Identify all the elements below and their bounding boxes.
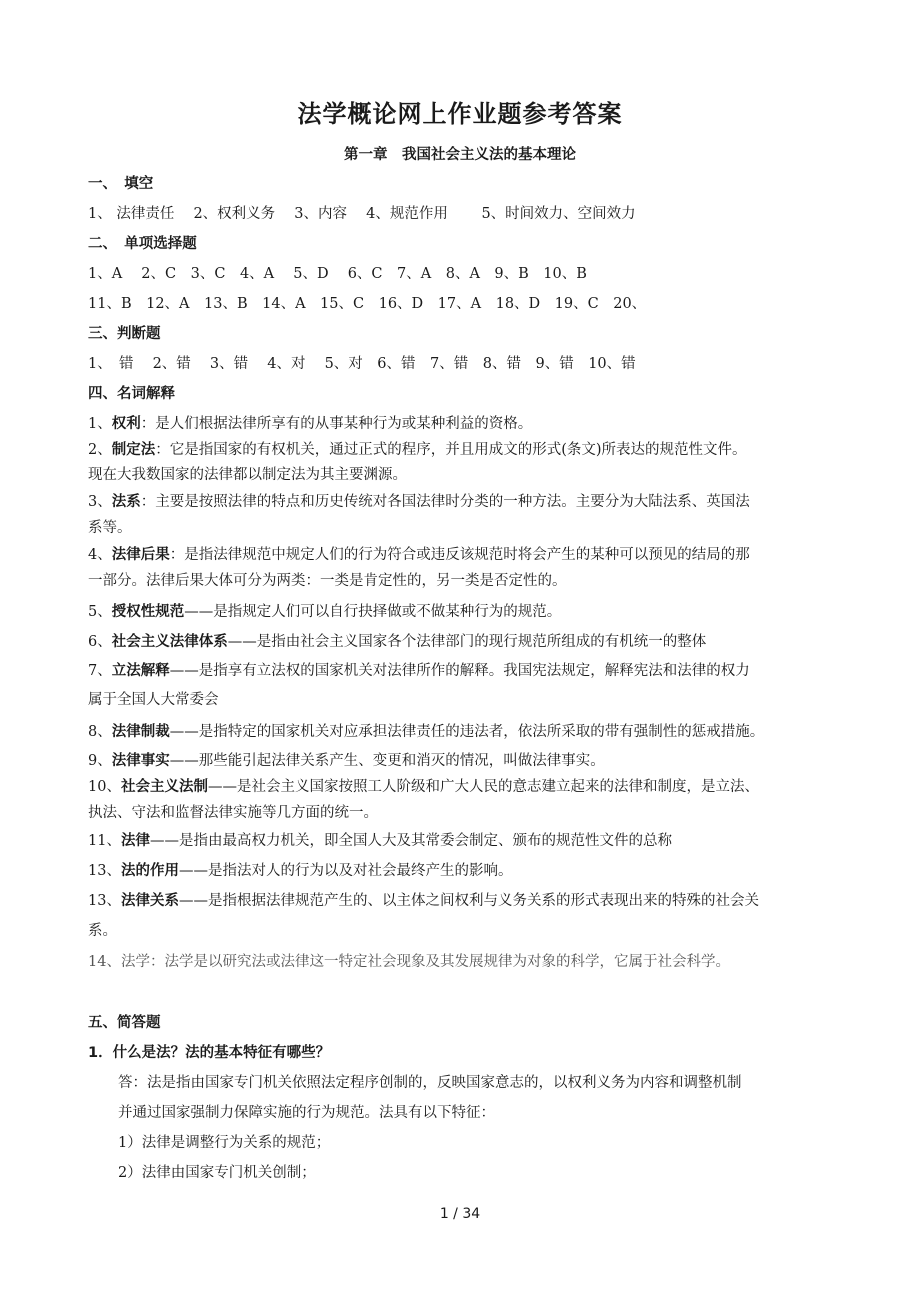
term-item-continued: 一部分。法律后果大体可分为两类：一类是肯定性的，另一类是否定性的。 — [88, 573, 567, 589]
term-item: 9、法律事实——那些能引起法律关系产生、变更和消灭的情况，叫做法律事实。 — [88, 753, 605, 769]
section-heading-fill: 一、 填空 — [88, 176, 154, 192]
answer-1-line-2: 并通过国家强制力保障实施的行为规范。法具有以下特征： — [118, 1105, 495, 1121]
term-item-continued: 属于全国人大常委会 — [88, 692, 219, 708]
term-item: 13、法律关系——是指根据法律规范产生的、以主体之间权利与义务关系的形式表现出来的特殊的社会关 — [88, 893, 759, 909]
term-item: 6、社会主义法律体系——是指由社会主义国家各个法律部门的现行规范所组成的有机统一的整体 — [88, 634, 707, 650]
term-item: 10、社会主义法制——是社会主义国家按照工人阶级和广大人民的意志建立起来的法律和制度，是立法、 — [88, 779, 759, 795]
term-item: 2、制定法：它是指国家的有权机关，通过正式的程序，并且用成文的形式(条文)所表达的规范性文件。 — [88, 442, 747, 458]
term-item: 14、法学：法学是以研究法或法律这一特定社会现象及其发展规律为对象的科学，它属于社会科学。 — [88, 954, 730, 970]
term-item: 4、法律后果：是指法律规范中规定人们的行为符合或违反该规范时将会产生的某种可以预见的结局的那 — [88, 547, 750, 563]
term-item: 7、立法解释——是指享有立法权的国家机关对法律所作的解释。我国宪法规定，解释宪法和法律的权力 — [88, 663, 750, 679]
section-heading-short-answer: 五、简答题 — [88, 1015, 161, 1031]
answer-1-line-1: 答：法是指由国家专门机关依照法定程序创制的，反映国家意志的，以权利义务为内容和调整机制 — [118, 1075, 742, 1091]
answer-1-point-1: 1）法律是调整行为关系的规范； — [118, 1135, 331, 1151]
term-item-continued: 系等。 — [88, 520, 132, 536]
term-item-continued: 现在大我数国家的法律都以制定法为其主要渊源。 — [88, 467, 407, 483]
question-1: 1．什么是法？法的基本特征有哪些？ — [88, 1045, 331, 1061]
term-item: 13、法的作用——是指法对人的行为以及对社会最终产生的影响。 — [88, 863, 513, 879]
page-title: 法学概论网上作业题参考答案 — [297, 100, 623, 128]
section-heading-judge: 三、判断题 — [88, 326, 161, 342]
answer-1-point-2: 2）法律由国家专门机关创制； — [118, 1165, 316, 1181]
choice-answers-2: 11、B 12、A 13、B 14、A 15、C 16、D 17、A 18、D 19、C 20、 — [88, 296, 647, 312]
term-item: 3、法系：主要是按照法律的特点和历史传统对各国法律时分类的一种方法。主要分为大陆法系、英国法 — [88, 494, 750, 510]
judge-answers: 1、 错 2、错 3、错 4、对 5、对 6、错 7、错 8、错 9、错 10、错 — [88, 356, 636, 372]
term-item-continued: 执法、守法和监督法律实施等几方面的统一。 — [88, 805, 378, 821]
chapter-title: 第一章 我国社会主义法的基本理论 — [344, 147, 576, 163]
section-heading-choice: 二、 单项选择题 — [88, 236, 197, 252]
page-number: 1 / 34 — [439, 1206, 481, 1222]
term-item: 1、权利：是人们根据法律所享有的从事某种行为或某种利益的资格。 — [88, 416, 533, 432]
fill-answers: 1、 法律责任 2、权利义务 3、内容 4、规范作用 5、时间效力、空间效力 — [88, 206, 636, 222]
term-item: 11、法律——是指由最高权力机关，即全国人大及其常委会制定、颁布的规范性文件的总称 — [88, 833, 672, 849]
choice-answers-1: 1、A 2、C 3、C 4、A 5、D 6、C 7、A 8、A 9、B 10、B — [88, 266, 587, 282]
term-item: 5、授权性规范——是指规定人们可以自行抉择做或不做某种行为的规范。 — [88, 604, 562, 620]
term-item: 8、法律制裁——是指特定的国家机关对应承担法律责任的违法者，依法所采取的带有强制性的惩戒措施。 — [88, 724, 765, 740]
section-heading-terms: 四、名词解释 — [88, 386, 175, 402]
term-item-continued: 系。 — [88, 923, 117, 939]
